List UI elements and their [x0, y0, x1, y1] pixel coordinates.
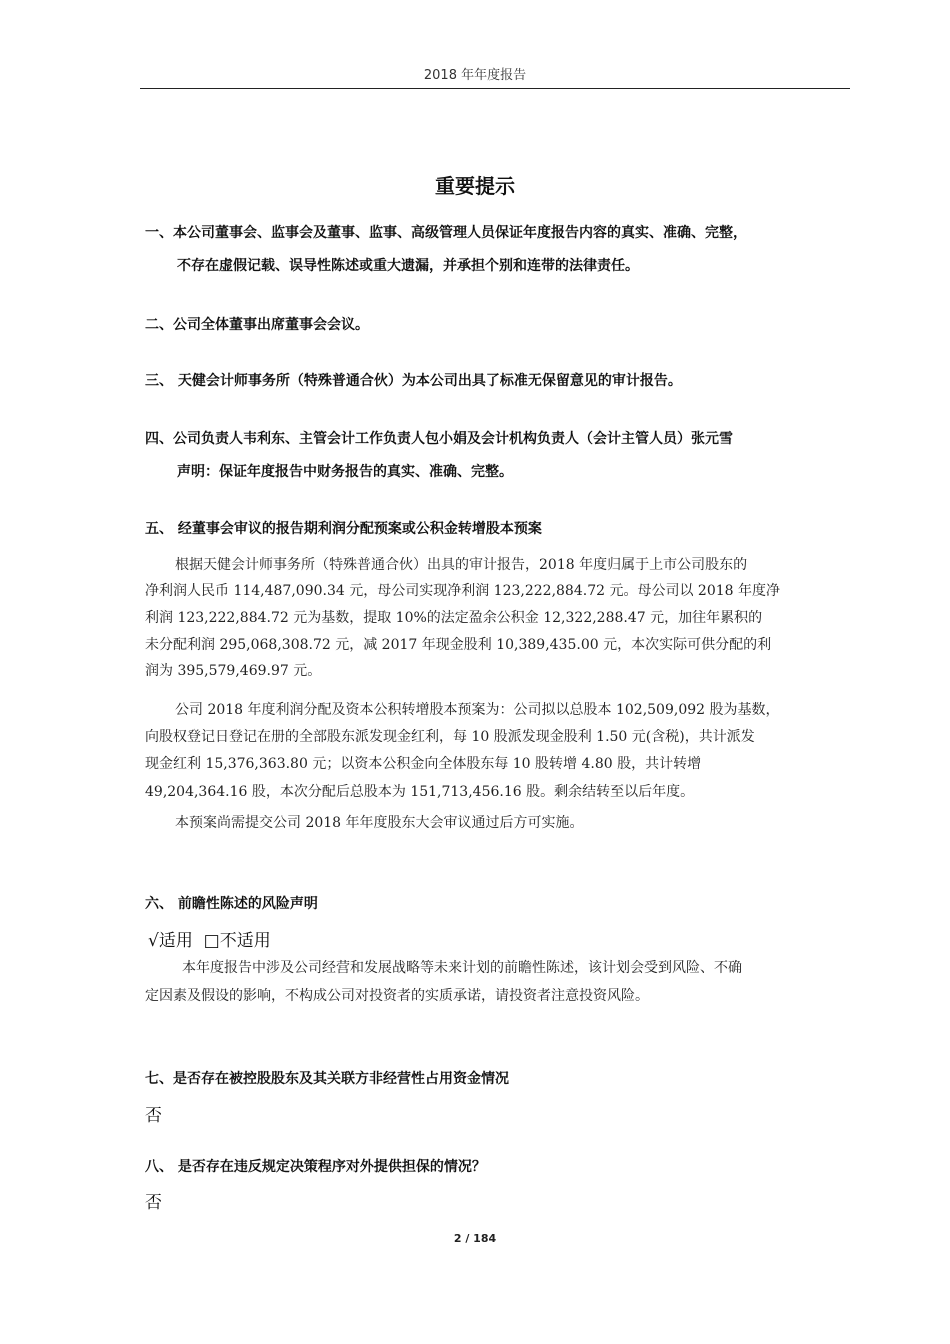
section-7-heading: 七、是否存在被控股股东及其关联方非经营性占用资金情况 [145, 1071, 509, 1087]
section-2-heading: 二、公司全体董事出席董事会会议。 [145, 317, 369, 333]
applicable-label: 适用 [158, 931, 193, 951]
section-4-line-1: 四、公司负责人韦利东、主管会计工作负责人包小娟及会计机构负责人（会计主管人员）张元雪 [145, 431, 733, 447]
section-5-p2-line-2: 向股权登记日登记在册的全部股东派发现金红利，每 10 股派发现金股利 1.50 元(含税)，共计派发 [145, 729, 755, 745]
page-number: 2 / 184 [453, 1232, 497, 1245]
section-7-answer: 否 [145, 1106, 162, 1126]
page-title: 重要提示 [435, 174, 515, 198]
header-divider [140, 88, 850, 89]
section-8-heading: 八、 是否存在违反规定决策程序对外提供担保的情况？ [145, 1159, 486, 1175]
section-6-p-line-2: 定因素及假设的影响，不构成公司对投资者的实质承诺，请投资者注意投资风险。 [145, 988, 649, 1004]
section-5-heading: 五、 经董事会审议的报告期利润分配预案或公积金转增股本预案 [145, 521, 542, 537]
section-5-p1-line-5: 润为 395,579,469.97 元。 [145, 663, 322, 679]
section-6-heading: 六、 前瞻性陈述的风险声明 [145, 896, 318, 912]
section-4-line-2: 声明：保证年度报告中财务报告的真实、准确、完整。 [177, 464, 513, 480]
applicability-options [148, 926, 271, 951]
section-5-p1-line-3: 利润 123,222,884.72 元为基数，提取 10%的法定盈余公积金 12,322,288.47 元，加往年累积的 [145, 610, 763, 626]
section-1-line-1: 一、本公司董事会、监事会及董事、监事、高级管理人员保证年度报告内容的真实、准确、完整， [145, 225, 747, 241]
section-6-p-line-1: 本年度报告中涉及公司经营和发展战略等未来计划的前瞻性陈述，该计划会受到风险、不确 [182, 960, 742, 976]
section-5-p2-line-1: 公司 2018 年度利润分配及资本公积转增股本预案为：公司拟以总股本 102,509,092 股为基数， [175, 702, 780, 718]
not-applicable-label: 不适用 [219, 931, 271, 951]
section-5-p1-line-1: 根据天健会计师事务所（特殊普通合伙）出具的审计报告，2018 年度归属于上市公司股东的 [175, 557, 748, 573]
section-5-p3: 本预案尚需提交公司 2018 年年度股东大会审议通过后方可实施。 [175, 815, 584, 831]
section-1-line-2: 不存在虚假记载、误导性陈述或重大遗漏，并承担个别和连带的法律责任。 [177, 258, 639, 274]
not-applicable-checkbox: □ [203, 931, 220, 951]
section-3-heading: 三、 天健会计师事务所（特殊普通合伙）为本公司出具了标准无保留意见的审计报告。 [145, 373, 682, 389]
section-5-p1-line-2: 净利润人民币 114,487,090.34 元，母公司实现净利润 123,222,884.72 元。母公司以 2018 年度净 [145, 583, 780, 599]
applicable-checkbox: √ [148, 931, 159, 951]
section-5-p1-line-4: 未分配利润 295,068,308.72 元，减 2017 年现金股利 10,389,435.00 元，本次实际可供分配的利 [145, 637, 772, 653]
page-header: 2018 年年度报告 [423, 68, 527, 83]
section-5-p2-line-4: 49,204,364.16 股，本次分配后总股本为 151,713,456.16 股。剩余结转至以后年度。 [145, 784, 695, 800]
section-8-answer: 否 [145, 1193, 162, 1213]
section-5-p2-line-3: 现金红利 15,376,363.80 元；以资本公积金向全体股东每 10 股转增 4.80 股，共计转增 [145, 756, 702, 772]
